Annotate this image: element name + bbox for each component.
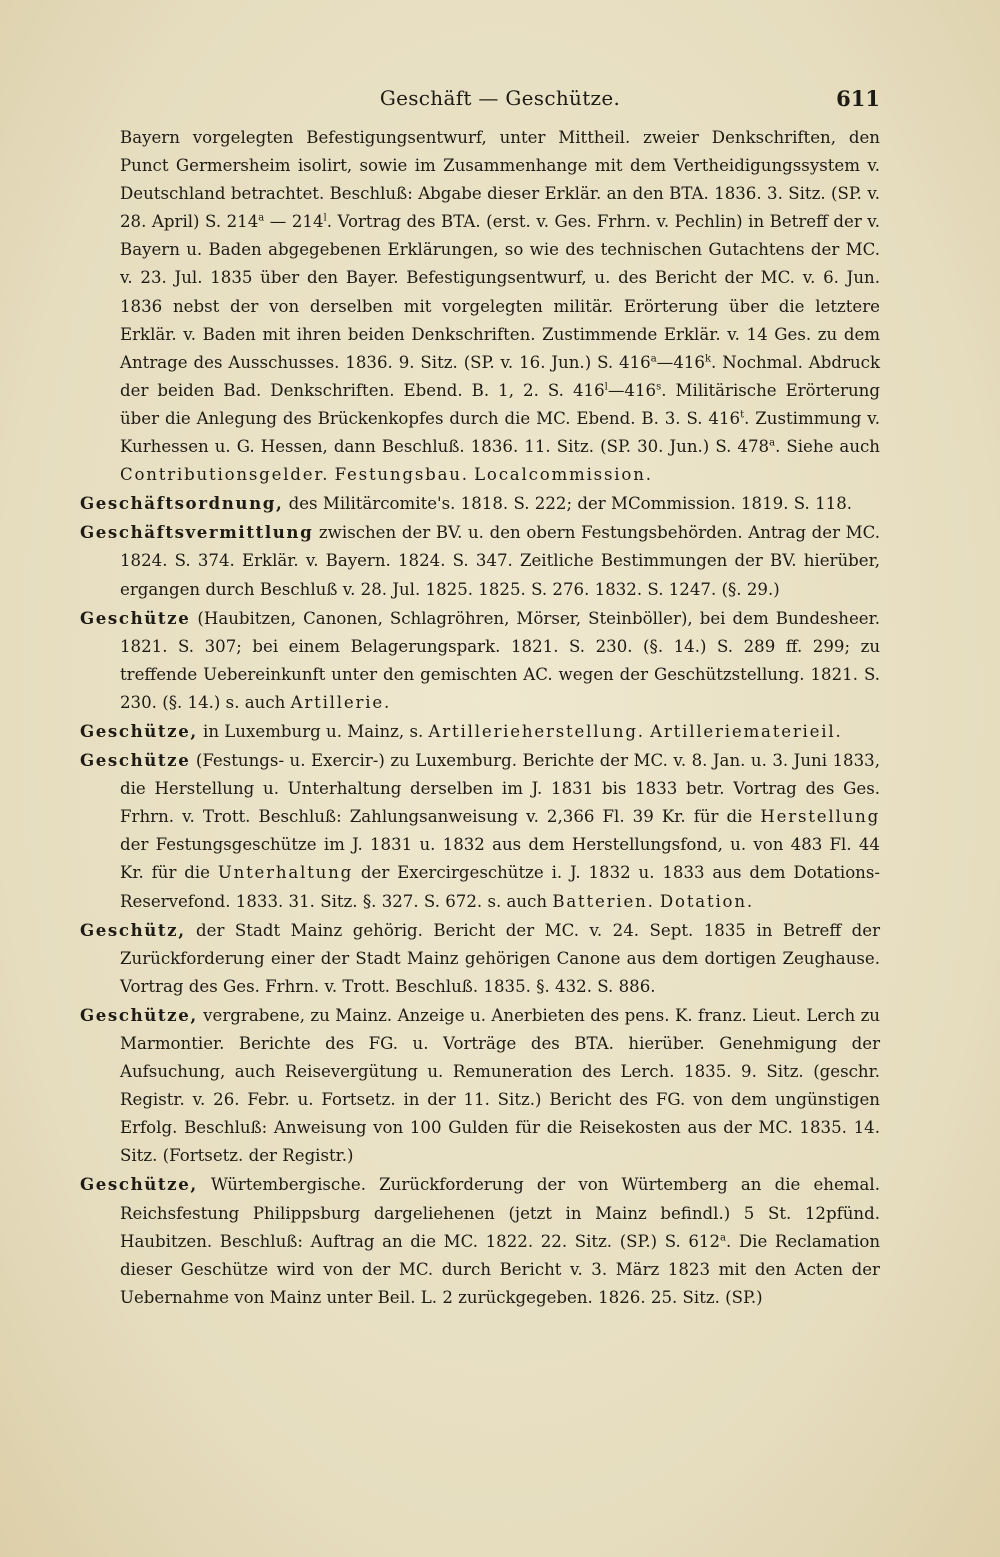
entry-text: (Festungs- u. Exercir-) zu Luxemburg. Berichte der MC. v. 8. Jan. u. 3. Juni 1833, die Herstellung u. Unterhaltung derselben im J. 1831 bis 1833 betr. Vortrag des Ges. Frhrn. v. Trott. Beschluß: Zahlungsanweisung v. 2,366 Fl. 39 Kr. für die xyxy=(120,751,880,827)
entry-text: Bayern vorgelegten Befestigungsentwurf, unter Mittheil. zweier Denkschriften, den Punct Germersheim isolirt, sowie im Zusammenhange mit dem Vertheidigungssystem v. Deutschland betrachtet. Beschluß: Abgabe dieser Erklär. an den BTA. 1836. 3. Sitz. (SP. v. 28. April) S. 214 xyxy=(120,128,880,232)
cross-reference: Herstellung xyxy=(760,807,880,827)
page-number: 611 xyxy=(836,86,880,111)
page-header xyxy=(120,86,880,116)
index-entry xyxy=(80,518,880,603)
index-entry xyxy=(80,746,880,916)
entry-text: —416 xyxy=(607,380,657,400)
entry-text: . Nochmal. Abdruck der beiden Bad. Denkschriften. Ebend. B. 1, 2. S. 416 xyxy=(120,352,880,400)
entry-headword: Geschäftsvermittlung xyxy=(80,522,314,543)
index-entry xyxy=(80,717,880,746)
index-entry xyxy=(80,604,880,717)
cross-reference: Artillerieherstellung. xyxy=(428,721,645,741)
entry-text: der Exercirgeschütze i. J. 1832 u. 1833 aus dem Dotations-Reservefond. 1833. 31. Sitz. §. 327. S. 672. s. auch xyxy=(120,863,880,911)
cross-reference: Localcommission. xyxy=(474,465,653,485)
entry-text: der Festungsgeschütze im J. 1831 u. 1832 aus dem Herstellungsfond, u. von 483 Fl. 44 Kr. für die xyxy=(120,835,880,883)
entry-text: . Die Reclamation dieser Geschütze wird von der MC. durch Bericht v. 3. März 1823 mit den Acten der Uebernahme von Mainz unter Beil. L. 2 zurückgegeben. 1826. 25. Sitz. (SP.) xyxy=(120,1231,881,1307)
entry-headword: Geschäftsordnung, xyxy=(80,493,284,514)
entry-text: . Siehe auch xyxy=(775,437,880,457)
entry-text: . Zustimmung v. Kurhessen u. G. Hessen, dann Beschluß. 1836. 11. Sitz. (SP. 30. Jun.) S. 478 xyxy=(120,408,880,457)
cross-reference: Artillerie. xyxy=(290,692,392,712)
entry-headword: Geschütze xyxy=(80,750,191,771)
entry-text: Würtembergische. Zurückforderung der von Würtemberg an die ehemal. Reichsfestung Philippsburg dargeliehenen (jetzt in Mainz befindl.) 5 St. 12pfünd. Haubitzen. Beschluß: Auftrag an die MC. 1822. 22. Sitz. (SP.) S. 612 xyxy=(120,1175,880,1251)
superscript-mark: a xyxy=(650,353,657,365)
entry-text: vergrabene, zu Mainz. Anzeige u. Anerbieten des pens. K. franz. Lieut. Lerch zu Marmontier. Berichte des FG. u. Vorträge des BTA. hierüber. Genehmigung der Aufsuchung, auch Reisevergütung u. Remuneration des Lerch. 1835. 9. Sitz. (geschr. Registr. v. 26. Febr. u. Fortsetz. in der 11. Sitz.) Bericht des FG. von dem ungünstigen Erfolg. Beschluß: Anweisung von 100 Gulden für die Reisekosten aus der MC. 1835. 14. Sitz. (Fortsetz. der Registr.) xyxy=(120,1005,880,1166)
entry-text: (Haubitzen, Canonen, Schlagröhren, Mörser, Steinböller), bei dem Bundesheer. 1821. S. 307; bei einem Belagerungspark. 1821. S. 230. (§. 14.) S. 289 ff. 299; zu treffende Uebereinkunft unter den gemischten AC. wegen der Geschützstellung. 1821. S. 230. (§. 14.) s. auch xyxy=(120,608,880,712)
entry-headword: Geschütze, xyxy=(80,720,198,741)
superscript-mark: l xyxy=(604,381,608,393)
entry-text: . Militärische Erörterung über die Anlegung des Brückenkopfes durch die MC. Ebend. B. 3. S. 416 xyxy=(120,380,880,428)
entry-text: . Vortrag des BTA. (erst. v. Ges. Frhrn. v. Pechlin) in Betreff der v. Bayern u. Baden abgegebenen Erklärungen, so wie des technischen Gutachtens der MC. v. 23. Jul. 1835 über den Bayer. Befestigungsentwurf, u. des Bericht der MC. v. 6. Jun. 1836 nebst der von derselben mit vorgelegten militär. Erörterung über die letztere Erklär. v. Baden mit ihren beiden Denkschriften. Zustimmende Erklär. v. 14 Ges. zu dem Antrage des Ausschusses. 1836. 9. Sitz. (SP. v. 16. Jun.) S. 416 xyxy=(120,212,880,372)
superscript-mark: k xyxy=(704,353,712,365)
index-entry xyxy=(80,916,880,1001)
entry-text: des Militärcomite's. 1818. S. 222; der MCommission. 1819. S. 118. xyxy=(283,494,853,514)
superscript-mark: l xyxy=(323,212,327,224)
entry-text: — 214 xyxy=(264,212,324,232)
entry-text: der Stadt Mainz gehörig. Bericht der MC. v. 24. Sept. 1835 in Betreff der Zurückforderung einer der Stadt Mainz gehörigen Canone aus dem dortigen Zeughause. Vortrag des Ges. Frhrn. v. Trott. Beschluß. 1835. §. 432. S. 886. xyxy=(120,920,880,996)
entry-headword: Geschütze xyxy=(80,607,191,628)
superscript-mark: t xyxy=(740,409,745,421)
superscript-mark: a xyxy=(720,1232,726,1244)
entry-continuation xyxy=(80,124,880,489)
index-entry xyxy=(80,1001,880,1171)
index-entry xyxy=(80,489,880,518)
cross-reference: Dotation. xyxy=(659,891,754,911)
entry-headword: Geschütze, xyxy=(80,1004,198,1025)
cross-reference: Festungsbau. xyxy=(334,465,469,485)
running-title: Geschäft — Geschütze. xyxy=(379,86,621,110)
entry-headword: Geschütze, xyxy=(80,1174,198,1195)
entry-text: in Luxemburg u. Mainz, s. xyxy=(197,721,429,741)
cross-reference: Contributionsgelder. xyxy=(120,465,330,485)
entry-text: —416 xyxy=(656,352,705,372)
cross-reference: Batterien. xyxy=(552,891,655,911)
superscript-mark: a xyxy=(769,437,776,449)
superscript-mark: a xyxy=(258,212,265,224)
cross-reference: Unterhaltung xyxy=(217,863,354,883)
entry-headword: Geschütz, xyxy=(80,919,186,940)
index-entries xyxy=(80,124,880,1454)
superscript-mark: s xyxy=(656,381,662,393)
cross-reference: Artilleriematerieil. xyxy=(650,721,843,741)
entry-text: zwischen der BV. u. den obern Festungsbehörden. Antrag der MC. 1824. S. 374. Erklär. v. Bayern. 1824. S. 347. Zeitliche Bestimmungen der BV. hierüber, ergangen durch Beschluß v. 28. Jul. 1825. 1825. S. 276. 1832. S. 1247. (§. 29.) xyxy=(120,523,880,599)
index-entry xyxy=(80,1170,880,1311)
